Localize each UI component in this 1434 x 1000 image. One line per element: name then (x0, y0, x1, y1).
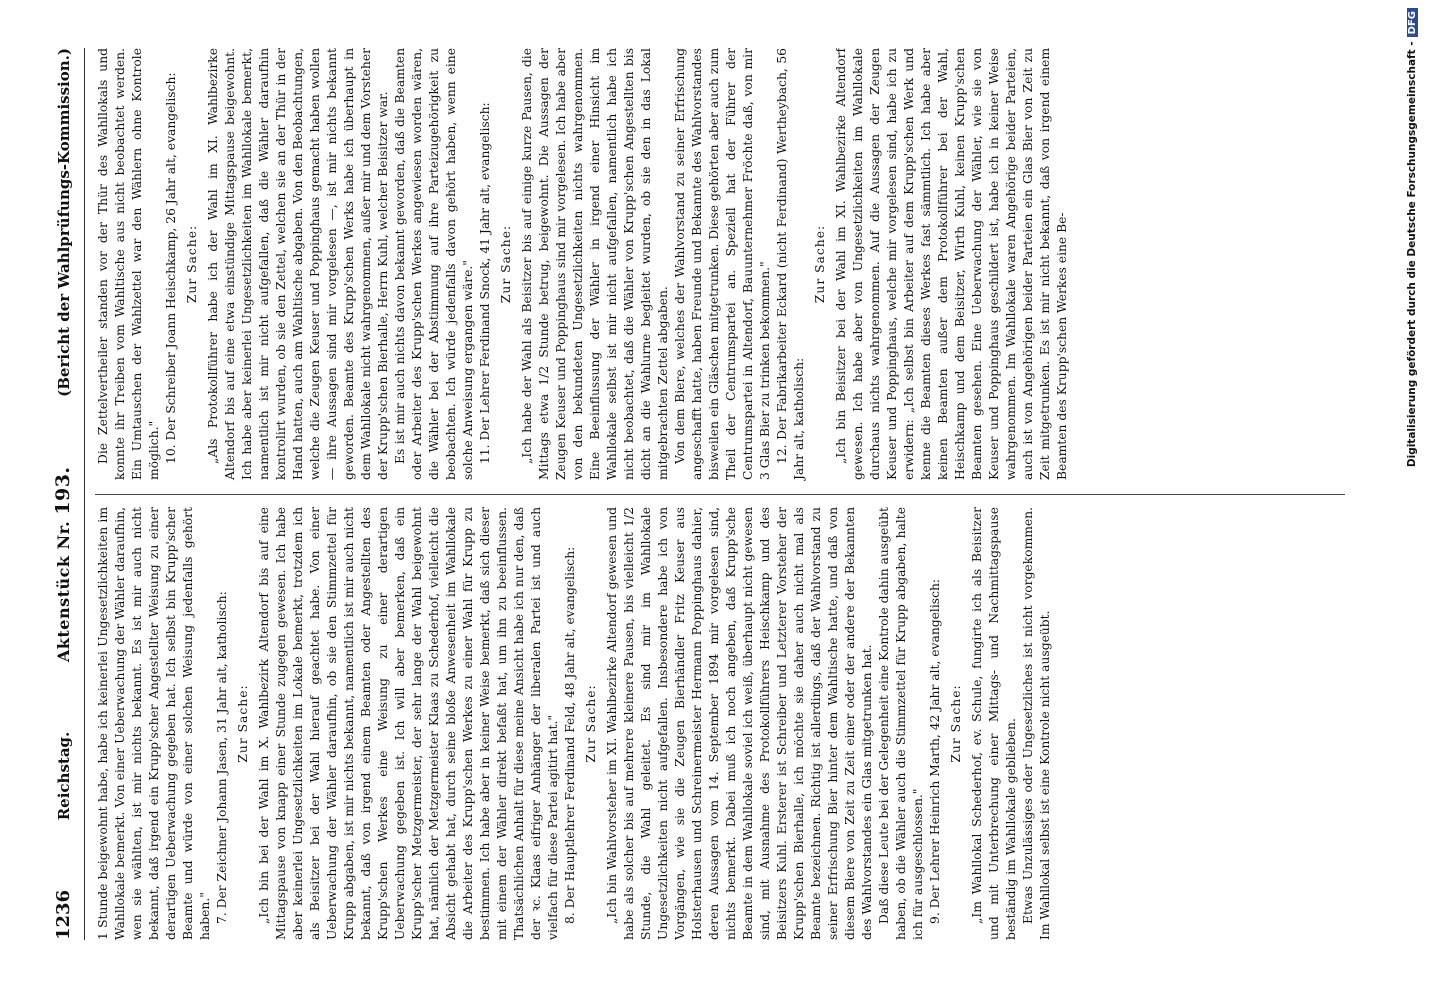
digitization-note (1402, 8, 1432, 992)
paragraph: 10. Der Schreiber Joann Heischkamp, 26 Jahr alt, evangelisch: (164, 72, 178, 464)
digitization-text: Digitalisierung gefördert durch die Deutsche Forschungsgemeinschaft - (1406, 41, 1418, 468)
paragraph: 12. Der Fabrikarbeiter Eckard (nicht Ferdinand) Wertheybach, 56 Jahr alt, katholisch: (775, 48, 806, 480)
paragraph: „Ich habe der Wahl als Beisitzer bis auf einige kurze Pausen, die Mittags etwa 1/2 Stunde betrug, beigewohnt. Die Aussagen der Zeugen Keuser und Poppinghaus sind mir vorgelesen. Ich habe aber von den bekundeten Ungesetzlichkeiten nichts wahrgenommen. Eine Beeinflussung der Wähler in irgend einer Hinsicht im Wahllokale selbst ist mir nicht aufgefallen, namentlich habe ich nicht beobachtet, daß die Wähler von Krupp'schen Angestellten bis dicht an die Wahlurne begleitet wurden, ob sie den in das Lokal mitgebrachten Zettel abgaben. (520, 48, 670, 480)
section-heading: Zur Sache: (813, 224, 827, 304)
page-number: 1236 (53, 889, 74, 940)
header-center-number: 193. (52, 466, 74, 515)
section-heading: Zur Sache: (949, 684, 963, 763)
paragraph: „Ich bin Beisitzer bei der Wahl im XI. Wahlbezirke Altendorf gewesen. Ich habe aber von Ungesetzlichkeiten im Wahllokale durchaus nichts wahrgenommen. Auf die Aussagen der Zeugen Keuser und Poppinghaus, welche mir vorgelesen sind, habe ich zu erwidern: „Ich selbst bin Arbeiter auf dem Krupp'schen Werk und kenne die Beamten dieses Werkes fast sämmtlich. Ich habe aber keinen Beamten außer dem Protokollführer bei der Wahl, Heischkamp und dem Beisitzer, Wirth Kuhl, keinen Krupp'schen Beamten gesehen. Eine Ueberwachung der Wähler, wie sie von Keuser und Poppinghaus geschildert ist, habe ich in keiner Weise wahrgenommen. Im Wahllokale waren Angehörige beider Parteien, auch ist von Angehörigen beider Parteien ein Glas Bier von Zeit zu Zeit mitgetrunken. Es ist mir nicht bekannt, daß von irgend einem Beamten des Krupp'schen Werkes eine Be- (834, 48, 1069, 480)
paragraph: 11. Der Lehrer Ferdinand Snock, 41 Jahr alt, evangelisch: (478, 102, 492, 464)
dfg-logo: DFG (1407, 8, 1418, 37)
paragraph: Von dem Biere, welches der Wahlvorstand zu seiner Erfrischung angeschafft hatte, haben Freunde und Bekannte des Wahlvorstandes bisweilen ein Gläschen mitgetrunken. Diese gehörten aber auch zum Theil der Centrumspartei an. Speziell hat der Führer der Centrumspartei in Altendorf, Bauunternehmer Fröchte daß, von mir 3 Glas Bier zu trinken bekommen." (673, 48, 772, 480)
paragraph: Etwas Unzulässiges oder Ungesetzliches ist nicht vorgekommen. Im Wahllokal selbst ist eine Kontrole nicht ausgeübt. (1021, 507, 1052, 940)
paragraph: „Ich bin bei der Wahl im X. Wahlbezirk Altendorf bis auf eine Mittagspause von knapp einer Stunde zugegen gewesen. Ich habe aber keinerlei Ungesetzlichkeiten im Lokale bemerkt, trotzdem ich als Beisitzer bei der Wahl hierauf geachtet habe. Von einer Ueberwachung der Wähler daraufhin, ob sie den Stimmzettel für Krupp abgaben, ist mir nichts bekannt, namentlich ist mir auch nicht bekannt, daß von irgend einem Beamten oder Angestellten des Krupp'schen Werkes eine Weisung zu einer derartigen Ueberwachung gegeben ist. Ich will aber bemerken, daß ein Krupp'scher Metzgermeister, der sehr lange der Wahl beigewohnt hat, nämlich der Metzgermeister Klaas zu Schederhof, vielleicht die Absicht gehabt hat, durch seine bloße Anwesenheit im Wahllokale die Arbeiter des Krupp'schen Werkes zu einer Wahl für Krupp zu bestimmen. Ich habe aber in keiner Weise bemerkt, daß sich dieser mit einem der Wähler direkt befaßt hat, um ihn zu beeinflussen. Thatsächlichen Anhalt für diese meine Ansicht habe ich nur den, daß der ꝛc. Klaas eifriger Anhänger der liberalen Partei ist und auch vielfach für diese Partei agitirt hat." (257, 507, 560, 940)
header-center (52, 466, 74, 662)
section-heading: Zur Sache: (499, 224, 513, 304)
left-column (95, 494, 1345, 940)
paragraph: „Als Protokollführer habe ich der Wahl im XI. Wahlbezirke Altendorf bis auf eine etwa einstündige Mittagspause beigewohnt. Ich habe aber keinerlei Ungesetzlichkeiten im Wahllokale bemerkt, namentlich ist mir nicht aufgefallen, daß die Wähler daraufhin kontrolirt wurden, ob sie den Zettel, welchen sie an der Thür in der Hand hatten, auch am Wahltische abgaben. Von den Beobachtungen, welche die Zeugen Keuser und Poppinghaus gemacht haben wollen — ihre Aussagen sind mir vorgelesen —, ist mir nichts bekannt geworden. Beamte des Krupp'schen Werks habe ich überhaupt in dem Wahllokale nicht wahrgenommen, außer mir und dem Vorsteher der Krupp'schen Bierhalle, Herrn Kuhl, welcher Beisitzer war. (206, 48, 390, 480)
section-heading: Zur Sache: (584, 684, 598, 763)
paragraph: 1 Stunde beigewohnt habe, habe ich keinerlei Ungesetzlichkeiten im Wahllokale bemerkt. Von einer Ueberwachung der Wähler daraufhin, wen sie wählten, ist mir nichts bekannt. Es ist mir auch nicht bekannt, daß irgend ein Krupp'scher Angestellter Weisung zu einer derartigen Ueberwachung gegeben hat. Ich selbst bin Krupp'scher Beamte und würde von einer solchen Weisung jedenfalls gehört haben." (96, 507, 212, 940)
paragraph: 7. Der Zeichner Johann Jasen, 31 Jahr alt, katholisch: (215, 591, 229, 924)
paragraph: Daß diese Leute bei der Gelegenheit eine Kontrole dahin ausgeübt haben, ob die Wähler auch die Stimmzettel für Krupp abgaben, halte ich für ausgeschlossen." (877, 507, 925, 940)
section-heading: Zur Sache: (185, 224, 199, 304)
right-column (95, 48, 1345, 494)
paragraph: „Im Wahllokal Schederhof, ev. Schule, fungirte ich als Beisitzer und mit Unterbrechung einer Mittags- und Nachmittagspause beständig im Wahllokale geblieben. (970, 507, 1018, 940)
paragraph: Es ist mir auch nichts davon bekannt geworden, daß die Beamten oder Arbeiter des Krupp'schen Werkes angewiesen worden wären, die Wähler bei der Abstimmung auf ihre Parteizugehörigkeit zu beobachten. Ich würde jedenfalls davon gehört haben, wenn eine solche Anweisung ergangen wäre." (393, 48, 475, 480)
section-heading: Zur Sache: (236, 684, 250, 763)
paragraph: 9. Der Lehrer Heinrich Marth, 42 Jahr alt, evangelisch: (928, 578, 942, 924)
text-columns (95, 48, 1345, 940)
header-left: Reichstag. (55, 731, 73, 821)
header-center-prefix: Aktenstück Nr. (54, 520, 73, 663)
paragraph: Die Zettelvertheiler standen vor der Thür des Wahllokals und konnte ihr Treiben vom Wahltische aus nicht beobachtet werden. Ein Umtauschen der Wahlzettel war den Wählern ohne Kontrole möglich." (96, 48, 161, 480)
page-header (52, 48, 85, 940)
header-right: (Bericht der Wahlprüfungs-Kommission.) (55, 48, 73, 397)
paragraph: „Ich bin Wahlvorsteher im XI. Wahlbezirke Altendorf gewesen und habe als solcher bis auf mehrere kleinere Pausen, bis vielleicht 1/2 Stunde, die Wahl geleitet. Es sind mir im Wahllokale Ungesetzlichkeiten nicht aufgefallen. Insbesondere habe ich von Vorgängen, wie sie die Zeugen Bierhändler Fritz Keuser aus Holsterhausen und Schreinermeister Hermann Poppinghaus dahier, deren Aussagen vom 14. September 1894 mir vorgelesen sind, nichts bemerkt. Dabei muß ich noch angeben, daß Krupp'sche Beamte in dem Wahllokale soviel ich weiß, überhaupt nicht gewesen sind, mit Ausnahme des Protokollführers Heischkamp und des Beisitzers Kuhl. Ersterer ist Schreiber und Letzterer Vorsteher der Krupp'schen Bierhalle, ich möchte sie daher auch nicht mal als Beamte bezeichnen. Richtig ist allerdings, daß der Wahlvorstand zu seiner Erfrischung Bier hinter dem Wahltische hatte, und daß von diesem Biere von Zeit zu Zeit einer oder der andere der Bekannten des Wahlvorstandes ein Glas mitgetrunken hat. (605, 507, 874, 940)
paragraph: 8. Der Hauptlehrer Ferdinand Feld, 48 Jahr alt, evangelisch: (563, 546, 577, 924)
